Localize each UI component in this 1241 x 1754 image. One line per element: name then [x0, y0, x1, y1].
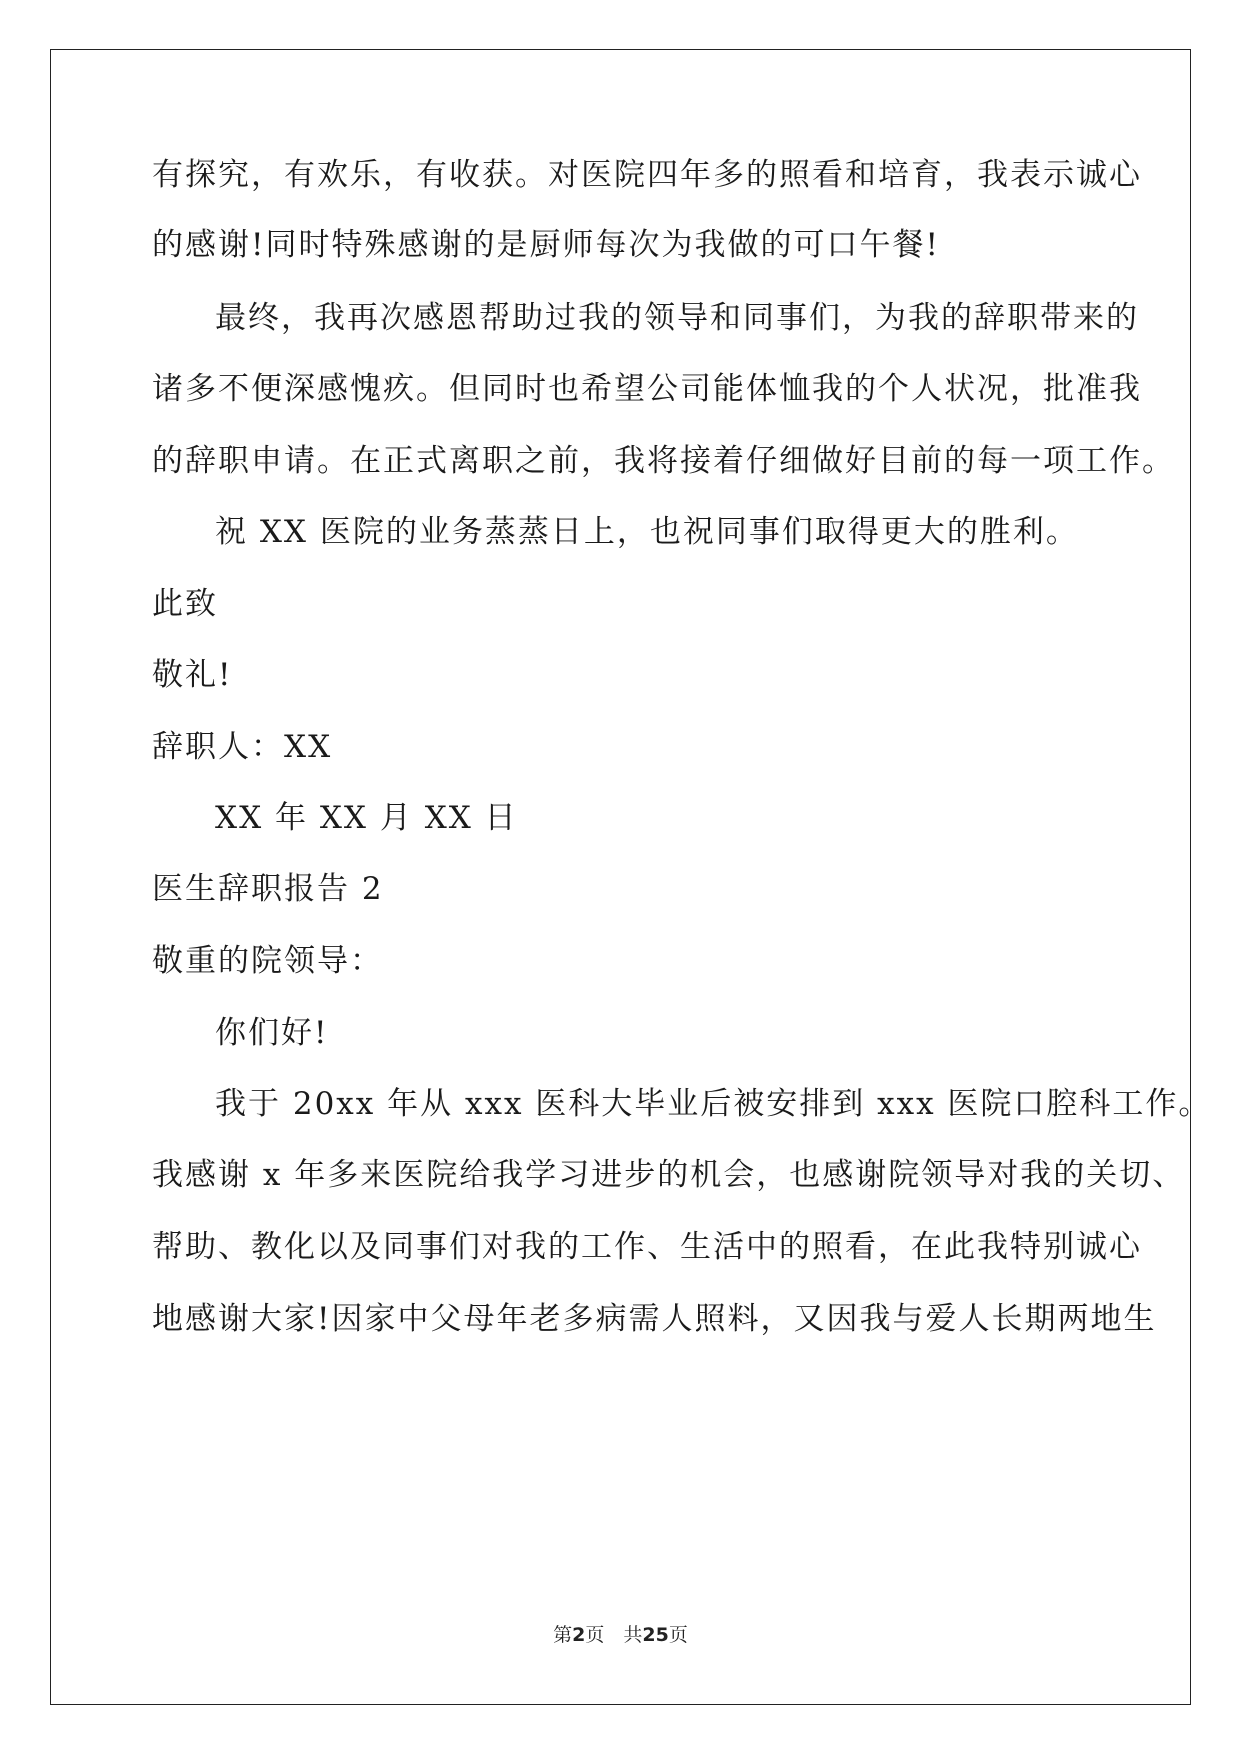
- body-text-line: 我感谢 x 年多来医院给我学习进步的机会，也感谢院领导对我的关切、: [152, 1157, 1186, 1193]
- body-text-line: 诸多不便深感愧疚。但同时也希望公司能体恤我的个人状况，批准我: [152, 371, 1142, 407]
- closing-salutation: 此致: [152, 586, 218, 622]
- date-line: XX 年 XX 月 XX 日: [215, 800, 518, 836]
- body-text-line: 地感谢大家!因家中父母年老多病需人照料，又因我与爱人长期两地生: [152, 1301, 1157, 1337]
- footer-suffix: 页: [668, 1624, 688, 1646]
- greeting-hello: 你们好!: [215, 1015, 329, 1051]
- total-page-count: 25: [642, 1624, 669, 1646]
- body-text-line: 我于 20xx 年从 xxx 医科大毕业后被安排到 xxx 医院口腔科工作。: [215, 1086, 1212, 1122]
- body-text-line: 祝 XX 医院的业务蒸蒸日上，也祝同事们取得更大的胜利。: [215, 514, 1079, 550]
- body-text-line: 帮助、教化以及同事们对我的工作、生活中的照看，在此我特别诚心: [152, 1229, 1142, 1265]
- section-title: 医生辞职报告 2: [152, 871, 384, 907]
- closing-regards: 敬礼!: [152, 657, 233, 693]
- body-text-line: 的辞职申请。在正式离职之前，我将接着仔细做好目前的每一项工作。: [152, 443, 1175, 479]
- footer-prefix: 第: [553, 1624, 573, 1646]
- current-page-number: 2: [572, 1624, 586, 1646]
- greeting-line: 敬重的院领导：: [152, 943, 383, 979]
- footer-middle: 页 共: [585, 1624, 643, 1646]
- page-footer: [0, 1620, 1241, 1647]
- body-text-line: 的感谢!同时特殊感谢的是厨师每次为我做的可口午餐!: [152, 227, 940, 263]
- body-text-line: 最终，我再次感恩帮助过我的领导和同事们，为我的辞职带来的: [215, 300, 1139, 336]
- body-text-line: 有探究，有欢乐，有收获。对医院四年多的照看和培育，我表示诚心: [152, 157, 1142, 193]
- signature-line: 辞职人：XX: [152, 729, 333, 765]
